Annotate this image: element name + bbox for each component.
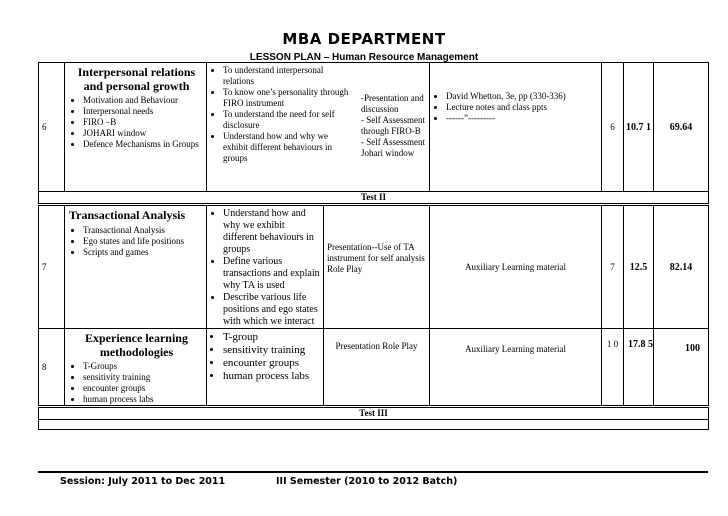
topic-cell xyxy=(65,63,207,192)
resources-text: Auxiliary Learning material xyxy=(430,329,602,407)
topic-title: Experience learning methodologies xyxy=(85,331,188,359)
percent-value: 100 xyxy=(654,329,709,407)
list-item: • To know one’s personality through FIRO instrument xyxy=(223,87,355,109)
list-item: • David Whetton, 3e, pp (330-336) xyxy=(446,91,599,102)
method-text: Presentation--Use of TA instrument for self analysis xyxy=(327,242,425,263)
list-item: • encounter groups xyxy=(223,357,321,370)
lesson-plan-title: LESSON PLAN – Human Resource Management xyxy=(249,52,479,63)
method-text: -Presentation and discussion xyxy=(361,93,424,114)
session-number: 8 xyxy=(39,329,65,407)
list-item: • Transactional Analysis xyxy=(83,225,204,236)
list-item: • ------”--------- xyxy=(446,113,599,124)
department-title: MBA DEPARTMENT xyxy=(282,30,446,48)
list-item: • Scripts and games xyxy=(83,247,204,258)
test-row xyxy=(39,407,709,420)
session-text: Session: July 2011 to Dec 2011 xyxy=(60,476,226,487)
list-item: • encounter groups xyxy=(83,383,204,394)
list-item: • Lecture notes and class ppts xyxy=(446,102,599,113)
list-item: • T-Groups xyxy=(83,361,204,372)
resources-text: Auxiliary Learning material xyxy=(430,205,602,329)
blank-row xyxy=(39,420,709,430)
session-number: 6 xyxy=(39,63,65,192)
list-item: • To understand interpersonal relations xyxy=(223,65,355,87)
cumulative-hours-value: 17.8 5 xyxy=(624,329,654,407)
resources-cell xyxy=(430,63,602,192)
topic-cell xyxy=(65,205,207,329)
list-item: • human process labs xyxy=(83,394,204,405)
list-item: • Understand how and why we exhibit different behaviours in groups xyxy=(223,208,321,256)
list-item: • Define various transactions and explain why TA is used xyxy=(223,256,321,292)
method-text: - Self Assessment through FIRO-B xyxy=(361,115,425,136)
method-text: Role Play xyxy=(327,264,363,274)
cumulative-hours-value: 10.7 1 xyxy=(624,63,654,192)
objectives-cell xyxy=(207,205,324,329)
table-row xyxy=(39,329,709,407)
list-item: • Defence Mechanisms in Groups xyxy=(83,139,204,150)
list-item: • Interpersonal needs xyxy=(83,106,204,117)
list-item: • T-group xyxy=(223,331,321,344)
percent-value: 82.14 xyxy=(654,205,709,329)
table-row xyxy=(39,205,709,329)
percent-value: 69.64 xyxy=(654,63,709,192)
test-row xyxy=(39,192,709,205)
session-number: 7 xyxy=(39,205,65,329)
list-item: • FIRO –B xyxy=(83,117,204,128)
lesson-plan-table xyxy=(38,62,709,430)
hours-value: 6 xyxy=(602,63,624,192)
list-item: • human process labs xyxy=(223,370,321,383)
objectives-cell xyxy=(207,329,324,407)
methods-text: Presentation Role Play xyxy=(324,329,430,407)
methods-cell xyxy=(324,205,430,329)
topic-title: Interpersonal relations and personal growth xyxy=(77,65,196,93)
list-item: • Understand how and why we exhibit different behaviours in groups xyxy=(223,131,355,164)
blank-cell xyxy=(39,420,709,430)
page-footer xyxy=(38,471,708,487)
list-item: • Describe various life positions and ego states with which we interact xyxy=(223,292,321,328)
list-item: • JOHARI window xyxy=(83,128,204,139)
topic-cell xyxy=(65,329,207,407)
list-item: • sensitivity training xyxy=(223,344,321,357)
test-label: Test III xyxy=(39,407,709,420)
topic-title: Transactional Analysis xyxy=(69,208,186,222)
methods xyxy=(355,65,429,164)
list-item: • Ego states and life positions xyxy=(83,236,204,247)
semester-text: III Semester (2010 to 2012 Batch) xyxy=(276,476,458,487)
cumulative-hours-value: 12.5 xyxy=(624,205,654,329)
hours-value: 1 0 xyxy=(602,329,624,407)
hours-value: 7 xyxy=(602,205,624,329)
list-item: • To understand the need for self disclosure xyxy=(223,109,355,131)
objectives-methods-cell xyxy=(207,63,430,192)
list-item: • sensitivity training xyxy=(83,372,204,383)
list-item: • Motivation and Behaviour xyxy=(83,95,204,106)
test-label: Test II xyxy=(39,192,709,205)
table-row xyxy=(39,63,709,192)
method-text: - Self Assessment Johari window xyxy=(361,137,425,158)
